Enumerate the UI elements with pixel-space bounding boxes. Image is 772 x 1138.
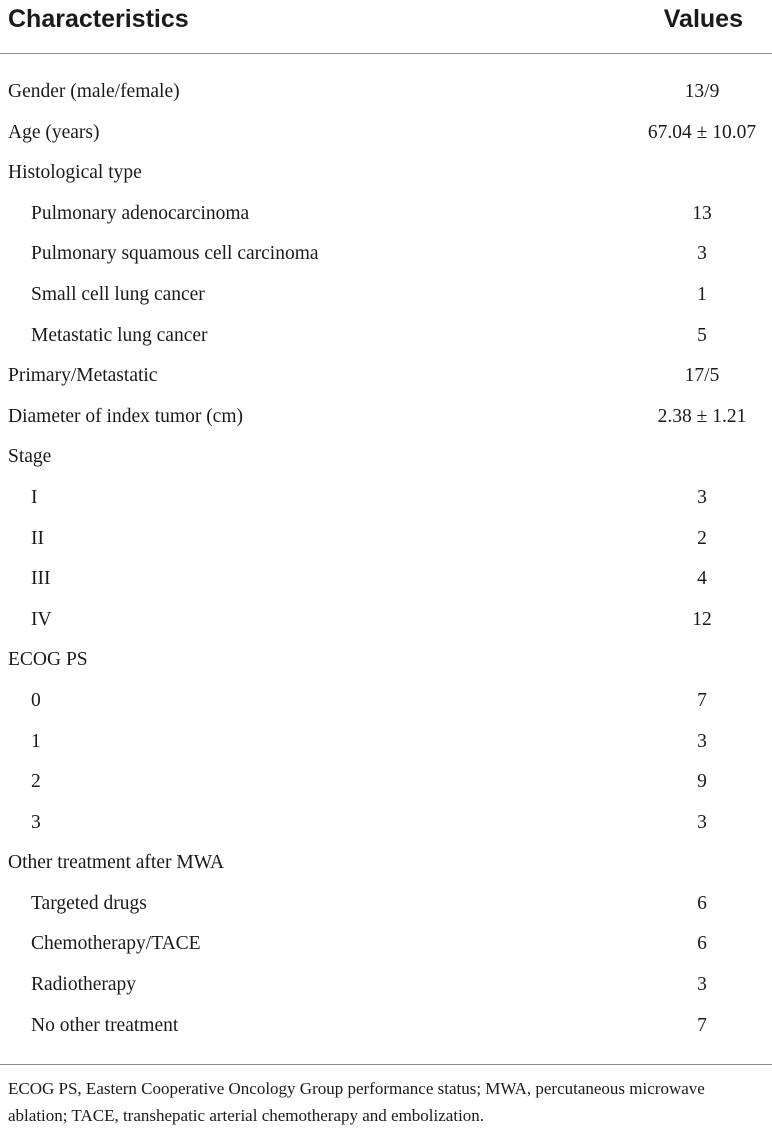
row-value: 3 [697, 730, 707, 752]
table-row [0, 1007, 772, 1048]
row-value: 6 [697, 933, 707, 955]
row-value: 3 [697, 486, 707, 508]
row-label: Small cell lung cancer [31, 283, 205, 305]
row-label: Chemotherapy/TACE [31, 933, 201, 955]
table-row [0, 641, 772, 682]
row-value: 2 [697, 527, 707, 549]
row-label: Age (years) [8, 121, 100, 143]
table-row [0, 763, 772, 804]
bottom-divider [0, 1064, 772, 1065]
row-value: 7 [697, 689, 707, 711]
table-row [0, 601, 772, 642]
table-row [0, 925, 772, 966]
table-row [0, 398, 772, 439]
row-value: 67.04 ± 10.07 [647, 121, 757, 143]
row-label: Pulmonary squamous cell carcinoma [31, 243, 319, 265]
table-row [0, 73, 772, 114]
row-label: Metastatic lung cancer [31, 324, 208, 346]
table-row [0, 438, 772, 479]
row-value: 5 [697, 324, 707, 346]
table-row [0, 195, 772, 236]
row-label: Other treatment after MWA [8, 852, 225, 874]
table-footnote: ECOG PS, Eastern Cooperative Oncology Group performance status; MWA, percutaneous microwave ablation; TACE, transhepatic arterial chemotherapy and embolization. [8, 1079, 705, 1125]
row-value: 6 [697, 892, 707, 914]
table-row [0, 844, 772, 885]
row-value: 13/9 [684, 81, 720, 102]
table-row [0, 885, 772, 926]
row-label: ECOG PS [8, 649, 88, 671]
row-value: 17/5 [684, 365, 720, 387]
row-label: Gender (male/female) [8, 81, 180, 102]
row-label: Pulmonary adenocarcinoma [31, 202, 250, 224]
row-label: 3 [31, 811, 41, 833]
table-row [0, 966, 772, 1007]
row-value: 4 [697, 568, 707, 590]
row-value: 3 [697, 811, 707, 833]
table-header [0, 0, 772, 50]
row-label: 0 [31, 689, 41, 711]
table-row [0, 479, 772, 520]
table-row [0, 804, 772, 845]
row-value: 2.38 ± 1.21 [657, 405, 747, 427]
row-value: 9 [697, 771, 707, 793]
header-characteristics: Characteristics [8, 5, 189, 33]
row-value: 3 [697, 243, 707, 265]
header-values: Values [663, 5, 743, 33]
row-label: II [31, 527, 44, 549]
table-row [0, 317, 772, 358]
top-divider [0, 53, 772, 54]
row-label: Stage [8, 446, 52, 468]
table-row [0, 357, 772, 398]
row-label: 1 [31, 730, 41, 752]
row-value: 12 [692, 608, 712, 630]
row-label: Targeted drugs [31, 892, 147, 914]
table-row [0, 682, 772, 723]
row-value: 3 [697, 974, 707, 996]
table-row [0, 560, 772, 601]
row-label: Radiotherapy [31, 974, 137, 996]
table-body [0, 73, 772, 1047]
table-row [0, 154, 772, 195]
row-value: 1 [697, 283, 707, 305]
row-label: Primary/Metastatic [8, 365, 158, 387]
row-label: Diameter of index tumor (cm) [8, 405, 243, 427]
row-label: IV [31, 608, 52, 630]
table-row [0, 235, 772, 276]
row-value: 7 [697, 1014, 707, 1036]
table-row [0, 276, 772, 317]
row-label: No other treatment [31, 1014, 179, 1036]
row-label: III [31, 568, 51, 590]
row-label: Histological type [8, 162, 142, 184]
row-value: 13 [692, 202, 712, 224]
table-row [0, 114, 772, 155]
row-label: 2 [31, 771, 41, 793]
row-label: I [31, 486, 38, 508]
table-row [0, 520, 772, 561]
table-row [0, 723, 772, 764]
